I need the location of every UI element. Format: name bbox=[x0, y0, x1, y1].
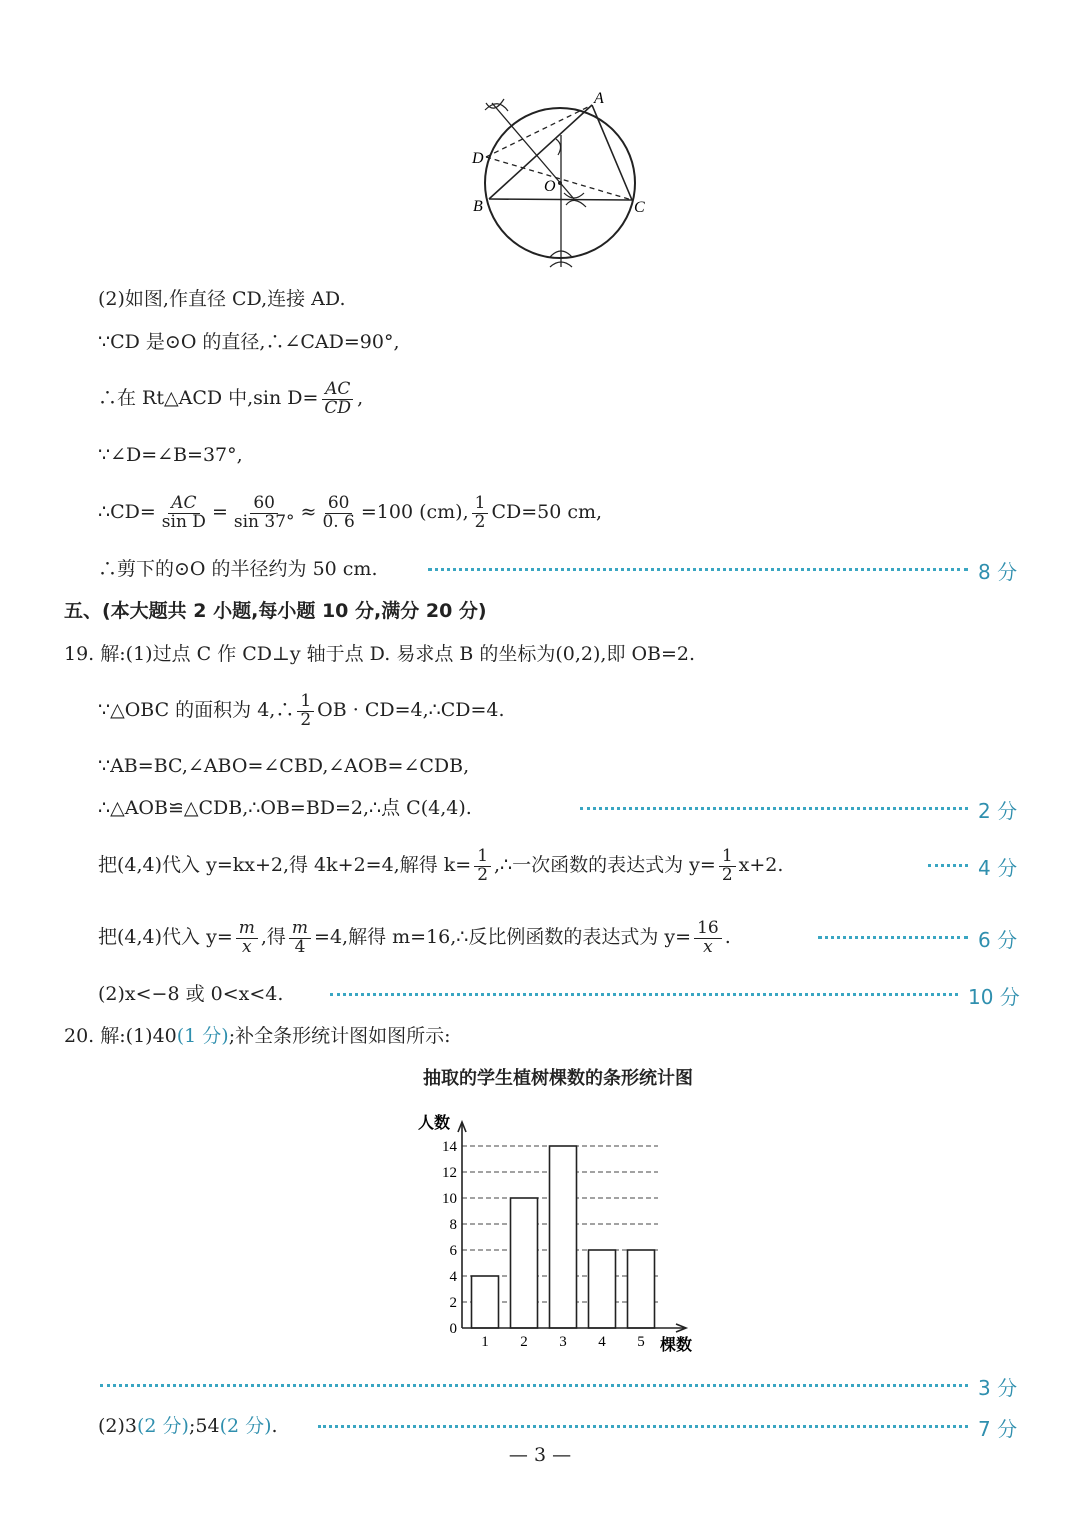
q18-line-6: ∴剪下的⊙O 的半径约为 50 cm. 8 分 bbox=[98, 558, 1018, 584]
y-tick-label: 6 bbox=[449, 1243, 457, 1259]
x-tick-label: 4 bbox=[598, 1334, 606, 1350]
bar bbox=[589, 1250, 616, 1328]
y-axis-label: 人数 bbox=[418, 1113, 451, 1132]
y-tick-label: 4 bbox=[449, 1269, 457, 1285]
score-leader-dots bbox=[318, 1425, 968, 1428]
point-label-o: O bbox=[544, 178, 556, 195]
y-tick-label: 2 bbox=[449, 1295, 457, 1311]
point-label-a: A bbox=[594, 90, 604, 107]
q18-line-1: (2)如图,作直径 CD,连接 AD. bbox=[98, 288, 346, 310]
score-leader-dots bbox=[330, 993, 958, 996]
score-10: 10 分 bbox=[968, 985, 1020, 1009]
q19-line-5: 把(4,4)代入 y=kx+2,得 4k+2=4,解得 k= $\frac{1}{2}$ ,∴一次函数的表达式为 y= $\frac{1}{2}$ x+2. 4 分 bbox=[98, 845, 1018, 885]
q19-line-2: ∵△OBC 的面积为 4,∴ $\frac{1}{2}$ OB · CD=4,∴CD=4. bbox=[98, 690, 505, 730]
score-7: 7 分 bbox=[978, 1417, 1018, 1441]
score-leader-dots bbox=[818, 936, 968, 939]
fraction-ac-cd: $\frac{AC}{CD}$ bbox=[321, 381, 354, 418]
q20-line-2: (2)3(2 分);54(2 分). 7 分 bbox=[98, 1415, 1018, 1441]
chart-title: 抽取的学生植树棵数的条形统计图 bbox=[423, 1068, 693, 1089]
y-tick-label: 8 bbox=[449, 1217, 457, 1233]
circle-geometry-figure bbox=[460, 85, 660, 275]
section-heading: 五、(本大题共 2 小题,每小题 10 分,满分 20 分) bbox=[64, 600, 487, 622]
x-tick-label: 1 bbox=[481, 1334, 489, 1350]
point-label-c: C bbox=[634, 199, 645, 216]
q19-line-4: ∴△AOB≌△CDB,∴OB=BD=2,∴点 C(4,4). 2 分 bbox=[98, 797, 1018, 823]
y-tick-label: 10 bbox=[442, 1191, 457, 1207]
bar-chart bbox=[400, 1100, 720, 1360]
q18-line-5: ∴CD= $\frac{AC}{\text{sin D}}$ = $\frac{60}{\sin 37^\circ}$ ≈ $\frac{60}{0. 6}$ =100 (cm), $\frac{1}{2}$ CD=50 cm, bbox=[98, 492, 603, 532]
x-tick-label: 3 bbox=[559, 1334, 567, 1350]
bar bbox=[511, 1198, 538, 1328]
score-leader-dots bbox=[928, 864, 968, 867]
x-axis-label: 棵数 bbox=[660, 1335, 693, 1354]
page-number: — 3 — bbox=[508, 1444, 572, 1466]
q19-line-7: (2)x<−8 或 0<x<4. 10 分 bbox=[98, 983, 1020, 1009]
score-4: 4 分 bbox=[978, 856, 1018, 880]
bar bbox=[472, 1276, 499, 1328]
score-3: 3 分 bbox=[978, 1376, 1018, 1400]
q19-line-3: ∵AB=BC,∠ABO=∠CBD,∠AOB=∠CDB, bbox=[98, 755, 470, 777]
point-label-b: B bbox=[473, 198, 483, 215]
y-tick-label: 14 bbox=[442, 1139, 457, 1155]
score-leader-dots bbox=[100, 1384, 968, 1387]
x-tick-label: 5 bbox=[637, 1334, 645, 1350]
score-8: 8 分 bbox=[978, 560, 1018, 584]
score-6: 6 分 bbox=[978, 928, 1018, 952]
q18-line-4: ∵∠D=∠B=37°, bbox=[98, 444, 243, 466]
x-tick-label: 2 bbox=[520, 1334, 528, 1350]
y-tick-label: 12 bbox=[442, 1165, 457, 1181]
bar bbox=[550, 1146, 577, 1328]
point-label-d: D bbox=[472, 150, 484, 167]
score-leader-dots bbox=[580, 807, 968, 810]
score-leader-dots bbox=[428, 568, 968, 571]
q18-line-2: ∵CD 是⊙O 的直径,∴∠CAD=90°, bbox=[98, 331, 400, 353]
score-2: 2 分 bbox=[978, 799, 1018, 823]
bar bbox=[628, 1250, 655, 1328]
q20-line-1: 20. 解:(1)40(1 分);补全条形统计图如图所示: bbox=[64, 1025, 451, 1047]
q18-line-3: ∴在 Rt△ACD 中,sin D= $\frac{AC}{CD}$ , bbox=[98, 378, 364, 418]
q20-score-line bbox=[0, 1367, 1080, 1403]
y-tick-label: 0 bbox=[449, 1321, 457, 1337]
q19-line-1: 19. 解:(1)过点 C 作 CD⊥y 轴于点 D. 易求点 B 的坐标为(0,2),即 OB=2. bbox=[64, 643, 696, 665]
q19-line-6: 把(4,4)代入 y= $\frac{m}{x}$ ,得 $\frac{m}{4}$ =4,解得 m=16,∴反比例函数的表达式为 y= $\frac{16}{x}$ . 6 分 bbox=[98, 917, 1018, 957]
